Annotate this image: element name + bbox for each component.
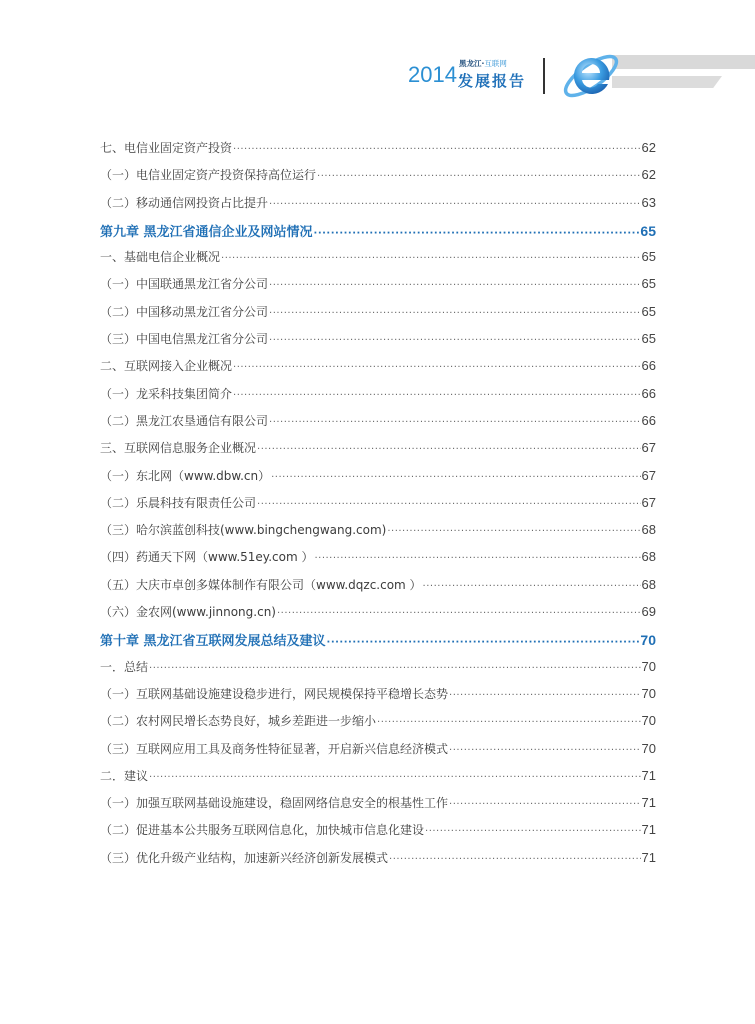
toc-section-entry[interactable] — [100, 357, 656, 384]
toc-entry-title: （三）中国电信黑龙江省分公司 — [100, 332, 269, 347]
toc-subsection-entry[interactable] — [100, 712, 656, 739]
toc-page-number: 70 — [640, 632, 656, 649]
toc-entry-title: 第九章 黑龙江省通信企业及网站情况 — [100, 224, 313, 240]
toc-entry-title: （二）黑龙江农垦通信有限公司 — [100, 413, 269, 428]
toc-entry-title: （六）金农网(www.jinnong.cn) — [100, 605, 276, 620]
dot-leader — [269, 280, 641, 291]
toc-entry-title: 二、互联网接入企业概况 — [100, 359, 233, 374]
toc-chapter-entry[interactable] — [100, 630, 656, 657]
dot-leader — [389, 854, 641, 865]
toc-subsection-entry[interactable] — [100, 821, 656, 848]
toc-entry-title: （二）中国移动黑龙江省分公司 — [100, 304, 269, 319]
toc-subsection-entry[interactable] — [100, 166, 656, 193]
toc-page-number: 66 — [641, 385, 656, 401]
report-title: 发展报告 — [458, 72, 527, 90]
toc-page-number: 68 — [641, 576, 656, 592]
toc-page-number: 65 — [641, 249, 656, 265]
toc-chapter-entry[interactable] — [100, 221, 656, 248]
dot-leader — [233, 390, 641, 401]
dot-leader — [269, 199, 641, 210]
toc-subsection-entry[interactable] — [100, 548, 656, 575]
toc-subsection-entry[interactable] — [100, 521, 656, 548]
toc-entry-title: 第十章 黑龙江省互联网发展总结及建议 — [100, 634, 326, 650]
dot-leader — [317, 171, 641, 182]
dot-leader — [449, 690, 641, 701]
dot-leader — [221, 253, 641, 264]
toc-entry-title: （一）龙采科技集团简介 — [100, 386, 233, 401]
dot-leader — [269, 417, 641, 428]
toc-subsection-entry[interactable] — [100, 603, 656, 630]
toc-subsection-entry[interactable] — [100, 740, 656, 767]
dot-leader — [271, 472, 640, 483]
dot-leader — [449, 745, 641, 756]
toc-subsection-entry[interactable] — [100, 494, 656, 521]
toc-page-number: 71 — [641, 795, 656, 811]
dot-leader — [149, 772, 641, 783]
toc-page-number: 68 — [641, 549, 656, 565]
toc-entry-title: （三）哈尔滨蓝创科技(www.bingchengwang.com) — [100, 523, 387, 538]
header-divider — [543, 58, 545, 94]
internet-explorer-logo-icon — [560, 46, 622, 108]
dot-leader — [269, 308, 641, 319]
toc-section-entry[interactable] — [100, 658, 656, 685]
toc-page-number: 67 — [641, 494, 656, 510]
toc-page-number: 70 — [641, 658, 656, 674]
toc-subsection-entry[interactable] — [100, 330, 656, 357]
toc-subsection-entry[interactable] — [100, 685, 656, 712]
dot-leader — [423, 581, 641, 592]
toc-subsection-entry[interactable] — [100, 576, 656, 603]
toc-page-number: 65 — [641, 331, 656, 347]
toc-page-number: 65 — [641, 276, 656, 292]
dot-leader — [449, 799, 641, 810]
toc-entry-title: 七、电信业固定资产投资 — [100, 141, 233, 155]
toc-page-number: 68 — [641, 522, 656, 538]
dot-leader — [387, 526, 640, 537]
toc-page-number: 71 — [641, 822, 656, 838]
toc-section-entry[interactable] — [100, 248, 656, 275]
toc-section-entry[interactable] — [100, 767, 656, 794]
toc-page-number: 69 — [641, 604, 656, 620]
toc-subsection-entry[interactable] — [100, 849, 656, 876]
dot-leader — [277, 608, 641, 619]
toc-page-number: 62 — [641, 167, 656, 183]
dot-leader — [257, 499, 641, 510]
toc-subsection-entry[interactable] — [100, 467, 656, 494]
toc-page-number: 62 — [641, 140, 656, 155]
dot-leader — [327, 637, 640, 648]
dot-leader — [257, 444, 641, 455]
toc-page-number: 71 — [641, 849, 656, 865]
toc-page-number: 67 — [641, 467, 656, 483]
brand-region: 黑龙江· — [459, 59, 485, 68]
toc-page-number: 66 — [641, 358, 656, 374]
toc-entry-title: （二）移动通信网投资占比提升 — [100, 195, 269, 210]
dot-leader — [377, 717, 641, 728]
toc-entry-title: （二）促进基本公共服务互联网信息化，加快城市信息化建设 — [100, 823, 425, 838]
header-decor-bar — [612, 55, 755, 69]
toc-page-number: 67 — [641, 440, 656, 456]
toc-subsection-entry[interactable] — [100, 275, 656, 302]
brand-internet: 互联网 — [484, 59, 507, 68]
report-year: 2014 — [408, 62, 457, 87]
toc-page-number: 66 — [641, 412, 656, 428]
toc-entry-title: （三）互联网应用工具及商务性特征显著，开启新兴信息经济模式 — [100, 741, 449, 756]
toc-page-number: 71 — [641, 767, 656, 783]
toc-subsection-entry[interactable] — [100, 385, 656, 412]
toc-entry-title: （一）互联网基础设施建设稳步进行，网民规模保持平稳增长态势 — [100, 686, 449, 701]
toc-subsection-entry[interactable] — [100, 194, 656, 221]
page-header — [0, 0, 755, 120]
dot-leader — [314, 228, 640, 239]
toc-entry-title: （一）东北网（www.dbw.cn） — [100, 468, 271, 483]
toc-page-number: 70 — [641, 685, 656, 701]
dot-leader — [425, 826, 641, 837]
toc-entry-title: （一）中国联通黑龙江省分公司 — [100, 277, 269, 292]
toc-entry-title: （一）加强互联网基础设施建设，稳固网络信息安全的根基性工作 — [100, 796, 449, 811]
toc-page-number: 65 — [640, 222, 656, 239]
header-decor-bar — [612, 76, 722, 88]
toc-entry-title: 一、基础电信企业概况 — [100, 250, 221, 265]
dot-leader — [269, 335, 641, 346]
dot-leader — [233, 362, 641, 373]
toc-section-entry[interactable] — [100, 139, 656, 166]
toc-entry-title: （四）药通天下网（www.51ey.com ） — [100, 550, 314, 565]
toc-entry-title: 一．总结 — [100, 659, 149, 674]
toc-page-number: 70 — [641, 713, 656, 729]
toc-entry-title: 三、互联网信息服务企业概况 — [100, 441, 257, 456]
toc-page-number: 65 — [641, 303, 656, 319]
toc-page-number: 63 — [641, 194, 656, 210]
toc-entry-title: （二）乐晨科技有限责任公司 — [100, 495, 257, 510]
dot-leader — [233, 144, 641, 155]
toc-section-entry[interactable] — [100, 439, 656, 466]
table-of-contents — [100, 139, 656, 876]
dot-leader — [314, 553, 640, 564]
toc-page-number: 70 — [641, 740, 656, 756]
toc-entry-title: （三）优化升级产业结构，加速新兴经济创新发展模式 — [100, 850, 389, 865]
toc-entry-title: 二．建议 — [100, 768, 149, 783]
toc-entry-title: （五）大庆市卓创多媒体制作有限公司（www.dqzc.com ） — [100, 577, 422, 592]
toc-subsection-entry[interactable] — [100, 412, 656, 439]
toc-entry-title: （二）农村网民增长态势良好，城乡差距进一步缩小 — [100, 714, 377, 729]
toc-subsection-entry[interactable] — [100, 303, 656, 330]
toc-subsection-entry[interactable] — [100, 794, 656, 821]
brand-subtitle — [459, 58, 507, 69]
dot-leader — [149, 663, 641, 674]
toc-entry-title: （一）电信业固定资产投资保持高位运行 — [100, 168, 317, 183]
